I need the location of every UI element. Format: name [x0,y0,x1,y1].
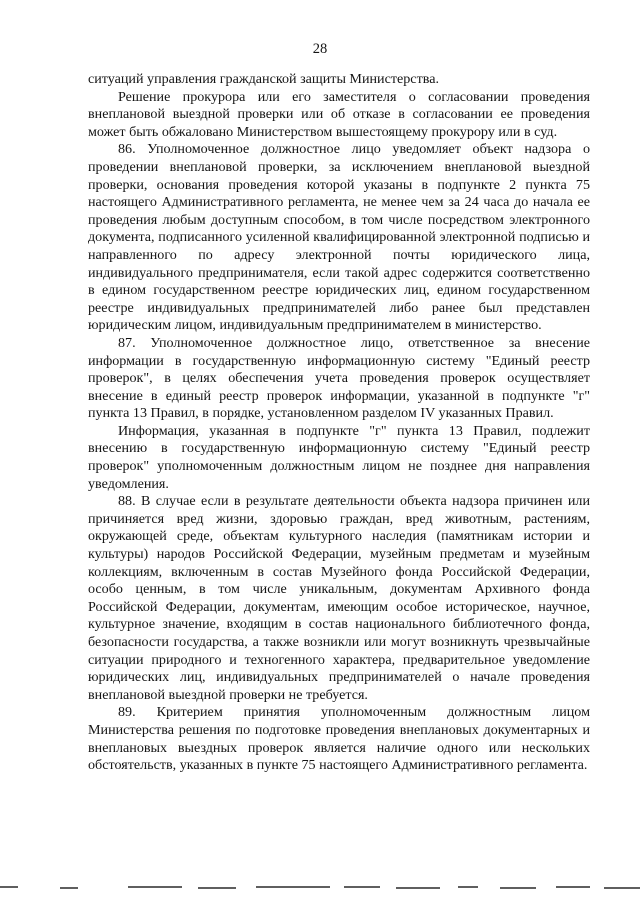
paragraph-89: 89. Критерием принятия уполномоченным должностным лицом Министерства решения по подготовке проведения внеплановых документарных и внеплановых выездных проверок является наличие одного или нескольких обстоятельств, указанных в пункте 75 настоящего Административного регламента. [88,704,590,774]
scan-footer-dashes [0,878,640,896]
paragraph-88: 88. В случае если в результате деятельности объекта надзора причинен или причиняется вред жизни, здоровью граждан, вред животным, растениям, окружающей среде, объектам культурного наследия (памятникам истории и культуры) народов Российской Федерации, музейным предметам и музейным коллекциям, включенным в состав Музейного фонда Российской Федерации, особо ценным, в том числе уникальным, документам Архивного фонда Российской Федерации, документам, имеющим особое историческое, научное, культурное значение, входящим в состав национального библиотечного фонда, безопасности государства, а также возникли или могут возникнуть чрезвычайные ситуации природного и техногенного характера, предварительное уведомление юридических лиц, индивидуальных предпринимателей о начале проведения внеплановой выездной проверки не требуется. [88,493,590,703]
paragraph-continuation: ситуаций управления гражданской защиты Министерства. [88,71,439,87]
paragraph-87: 87. Уполномоченное должностное лицо, ответственное за внесение информации в государственную информационную систему "Единый реестр проверок", в целях обеспечения учета проведения проверок осуществляет внесение в единый реестр проверок информации, указанной в подпункте "г" пункта 13 Правил, в порядке, установленном разделом IV указанных Правил. [88,334,590,422]
paragraph-87-information: Информация, указанная в подпункте "г" пункта 13 Правил, подлежит внесению в государственную информационную систему "Единый реестр проверок" уполномоченным должностным лицом не позднее дня направления уведомления. [88,422,590,492]
paragraph-86: 86. Уполномоченное должностное лицо уведомляет объект надзора о проведении внеплановой проверки, за исключением внеплановой выездной проверки, основания проведения которой указаны в подпункте 2 пункта 75 настоящего Административного регламента, не менее чем за 24 часа до начала ее проведения любым доступным способом, в том числе посредством электронного документа, подписанного усиленной квалифицированной электронной подписью и направленного по адресу электронной почты юридического лица, индивидуального предпринимателя, если такой адрес содержится соответственно в едином государственном реестре юридических лиц, едином государственном реестре индивидуальных предпринимателей либо ранее был представлен юридическим лицом, индивидуальным предпринимателем в министерство. [88,141,590,334]
paragraph-prosecutor-decision: Решение прокурора или его заместителя о согласовании проведения внеплановой выездной проверки или об отказе в согласовании ее проведения может быть обжаловано Министерством вышестоящему прокурору или в суд. [88,88,590,140]
document-body [88,71,590,775]
page-number: 28 [312,41,328,57]
